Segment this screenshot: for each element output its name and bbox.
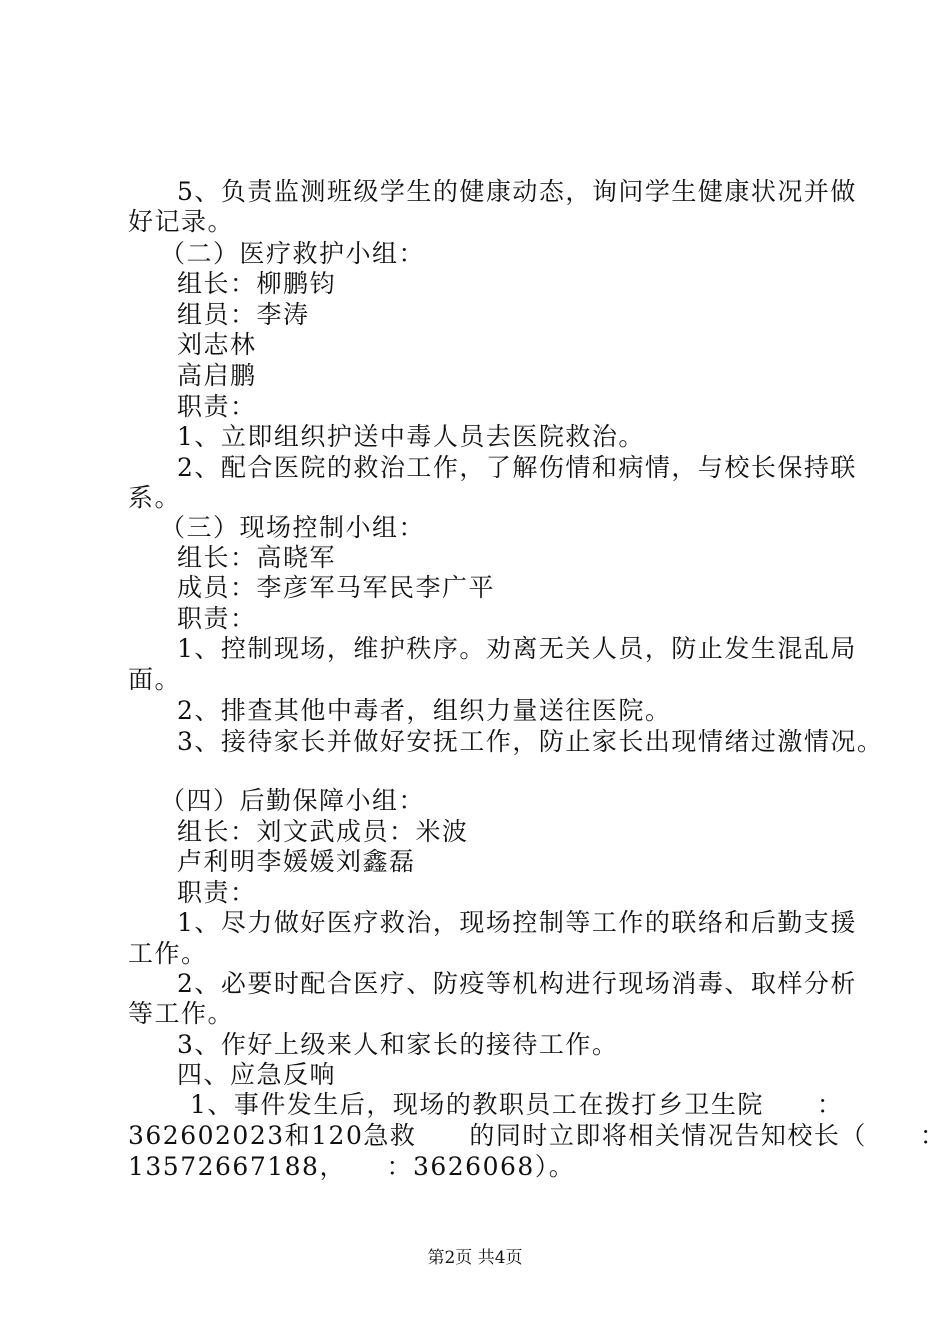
text-line: 组员：李涛 <box>177 300 310 329</box>
text-line: 1、立即组织护送中毒人员去医院救治。 <box>177 422 645 451</box>
text-line: 系。 <box>128 483 182 512</box>
text-line: 刘志林 <box>177 330 257 359</box>
section-heading: （四）后勤保障小组： <box>160 786 426 815</box>
section-heading: （二）医疗救护小组： <box>160 239 426 268</box>
text-line: 2、配合医院的救治工作，了解伤情和病情，与校长保持联 <box>177 453 857 482</box>
text-line: 3、接待家长并做好安抚工作，防止家长出现情绪过激情况。 <box>177 727 884 756</box>
text-line: 等工作。 <box>128 999 235 1028</box>
text-line: 5、负责监测班级学生的健康动态，询问学生健康状况并做 <box>177 177 857 206</box>
section-heading: （三）现场控制小组： <box>160 513 426 542</box>
text-line: 面。 <box>128 665 182 694</box>
text-line: 2、排查其他中毒者，组织力量送往医院。 <box>177 696 672 725</box>
text-line: 362602023和120急救 的同时立即将相关情况告知校长（ ： <box>128 1121 947 1150</box>
text-line: 好记录。 <box>128 207 235 236</box>
text-line: 卢利明李媛媛刘鑫磊 <box>177 847 416 876</box>
text-line: 组长：柳鹏钧 <box>177 269 337 298</box>
section-heading: 四、应急反响 <box>177 1060 337 1089</box>
text-line: 职责： <box>177 878 257 907</box>
text-line: 13572667188， ：3626068）。 <box>128 1152 576 1181</box>
text-line: 1、尽力做好医疗救治，现场控制等工作的联络和后勤支援 <box>177 908 857 937</box>
text-line: 职责： <box>177 392 257 421</box>
text-line: 职责： <box>177 604 257 633</box>
text-line: 3、作好上级来人和家长的接待工作。 <box>177 1030 619 1059</box>
text-line: 组长：高晓军 <box>177 543 337 572</box>
text-line: 1、控制现场，维护秩序。劝离无关人员，防止发生混乱局 <box>177 634 857 663</box>
text-line: 成员：李彦军马军民李广平 <box>177 573 496 602</box>
page-number: 第2页 共4页 <box>427 1248 523 1268</box>
text-line: 工作。 <box>128 939 208 968</box>
text-line: 1、事件发生后，现场的教职员工在拨打乡卫生院 ： <box>190 1090 844 1119</box>
text-line: 高启鹏 <box>177 361 257 390</box>
text-line: 2、必要时配合医疗、防疫等机构进行现场消毒、取样分析 <box>177 969 857 998</box>
text-line: 组长：刘文武成员：米波 <box>177 817 469 846</box>
